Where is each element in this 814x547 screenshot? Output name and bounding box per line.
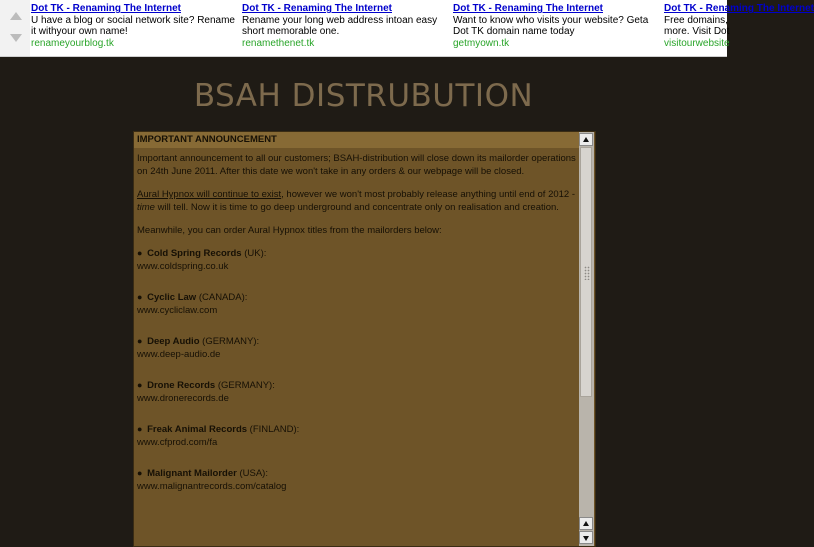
mailorder-name: Cold Spring Records <box>147 248 242 259</box>
mailorder-item <box>137 335 576 361</box>
mailorder-url[interactable]: www.malignantrecords.com/catalog <box>137 481 287 492</box>
ad-scroll-control <box>0 0 30 56</box>
ad-banner <box>0 0 814 57</box>
mailorder-name: Freak Animal Records <box>147 424 248 435</box>
ad-unit <box>31 3 236 49</box>
mailorder-name: Drone Records <box>147 380 216 391</box>
mailorder-name: Malignant Mailorder <box>147 468 237 479</box>
ad-description: Rename your long web address intoan easy short memorable one. <box>242 14 438 37</box>
ad-unit <box>242 3 447 49</box>
mailorder-item <box>137 379 576 405</box>
mailorder-item <box>137 247 576 273</box>
ad-title-link[interactable]: Dot TK - Renaming The Internet <box>242 3 392 14</box>
ad-url-link[interactable]: visitourwebsite <box>664 37 730 49</box>
scroll-up-button[interactable] <box>579 133 593 146</box>
ad-description: U have a blog or social network site? Rename it withyour own name! <box>31 14 235 37</box>
mailorder-item <box>137 291 576 317</box>
mailorder-name: Deep Audio <box>147 336 200 347</box>
mailorder-url[interactable]: www.cycliclaw.com <box>137 305 218 316</box>
mailorder-url[interactable]: www.dronerecords.de <box>137 393 229 404</box>
bullet-icon: ● <box>137 292 143 302</box>
scrollbar-thumb[interactable] <box>580 147 592 397</box>
announcement-heading: IMPORTANT ANNOUNCEMENT <box>134 132 579 148</box>
ad-url-link[interactable]: renameyourblog.tk <box>31 37 114 49</box>
ad-title-link[interactable]: Dot TK - Renaming The Internet <box>664 3 814 14</box>
announcement-paragraph: Meanwhile, you can order Aural Hypnox titles from the mailorders below: <box>137 225 442 236</box>
bullet-icon: ● <box>137 424 143 434</box>
ad-title-link[interactable]: Dot TK - Renaming The Internet <box>31 3 181 14</box>
announcement-paragraph: Important announcement to all our customers; BSAH-distribution will close down its mailorder operations on 24th June 2011. After this date we won't take in any orders & our webpage will be closed. <box>137 153 576 177</box>
mailorder-item <box>137 467 576 493</box>
paragraph-text: will tell. Now it is time to go deep underground and concentrate only on realisation and creation. <box>154 202 559 213</box>
mailorder-country: (GERMANY): <box>199 336 260 347</box>
grip-icon <box>584 266 590 280</box>
paragraph-text: , however we won't most probably release anything until end of 2012 - <box>281 189 576 200</box>
mailorder-country: (USA): <box>236 468 268 479</box>
announcement-content <box>134 132 579 546</box>
mailorder-url[interactable]: www.coldspring.co.uk <box>137 261 229 272</box>
bullet-icon: ● <box>137 248 143 258</box>
arrow-up-icon <box>583 137 589 142</box>
ad-description: Free domains, more. Visit Dot <box>664 14 730 37</box>
ad-url-link[interactable]: renamethenet.tk <box>242 37 315 49</box>
scroll-down-button[interactable] <box>579 531 593 544</box>
vertical-scrollbar[interactable] <box>579 132 594 546</box>
mailorder-country: (FINLAND): <box>247 424 300 435</box>
ad-unit <box>453 3 658 49</box>
site-title: BSAH DISTRUBUTION <box>193 78 534 114</box>
mailorder-name: Cyclic Law <box>147 292 197 303</box>
ad-description: Want to know who visits your website? Geta Dot TK domain name today <box>453 14 649 37</box>
announcement-paragraph <box>137 188 576 214</box>
mailorder-url[interactable]: www.cfprod.com/fa <box>137 437 218 448</box>
ad-scroll-down-icon[interactable] <box>10 34 22 42</box>
mailorder-item <box>137 423 576 449</box>
scroll-up-button-lower[interactable] <box>579 517 593 530</box>
arrow-up-icon <box>583 521 589 526</box>
content-frame <box>133 131 596 547</box>
ad-scroll-up-icon[interactable] <box>10 12 22 20</box>
ad-url-link[interactable]: getmyown.tk <box>453 37 510 49</box>
bullet-icon: ● <box>137 336 143 346</box>
mailorder-url[interactable]: www.deep-audio.de <box>137 349 221 360</box>
mailorder-country: (CANADA): <box>196 292 248 303</box>
ad-unit <box>664 3 814 49</box>
arrow-down-icon <box>583 536 589 541</box>
mailorder-country: (GERMANY): <box>215 380 275 391</box>
bullet-icon: ● <box>137 380 143 390</box>
aural-hypnox-link[interactable]: Aural Hypnox will continue to exist <box>137 189 282 200</box>
emphasis-text: time <box>137 202 155 213</box>
bullet-icon: ● <box>137 468 143 478</box>
ad-title-link[interactable]: Dot TK - Renaming The Internet <box>453 3 603 14</box>
mailorder-country: (UK): <box>241 248 267 259</box>
